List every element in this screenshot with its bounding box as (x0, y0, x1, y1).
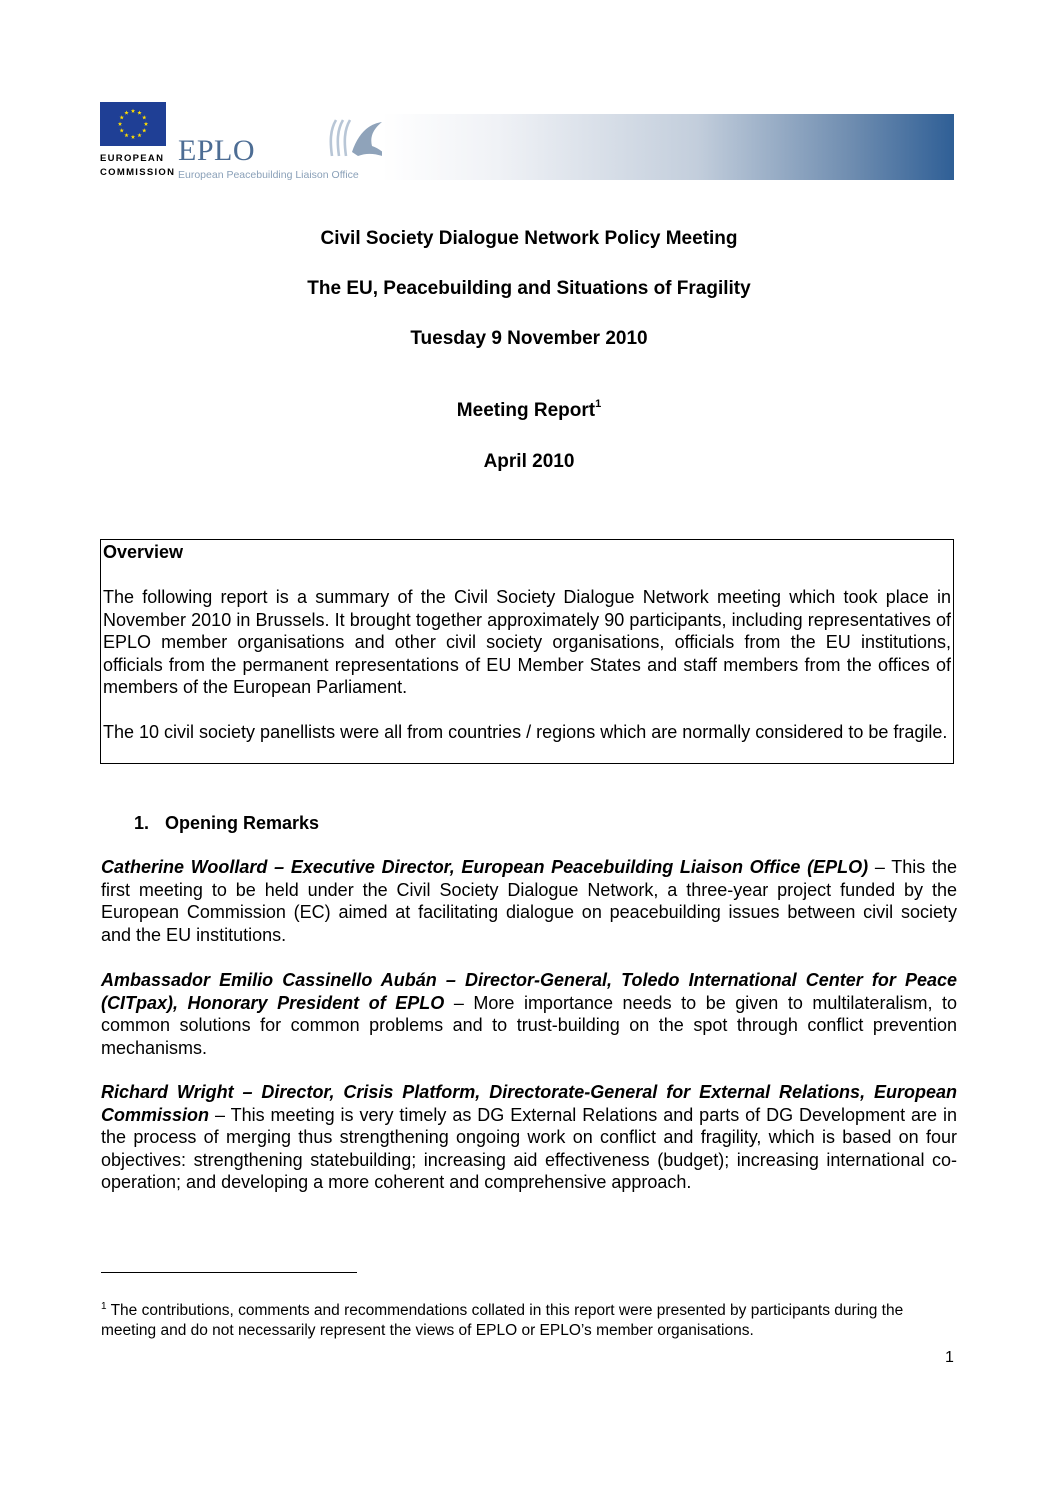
eu-star-icon (124, 110, 128, 114)
remark-text: – This the first meeting to be held under the Civil Society Dialogue Network, a three-year project funded by the European Commission (EC) aimed at facilitating dialogue on peacebuilding issues between civil society and the EU institutions. (101, 857, 957, 945)
report-footnote-ref: 1 (595, 397, 602, 410)
overview-heading: Overview (103, 542, 184, 562)
report-title (0, 399, 1058, 423)
meeting-theme: The EU, Peacebuilding and Situations of Fragility (307, 278, 751, 299)
remark-text: – More importance needs to be given to multilateralism, to common solutions for common problems and to trust-building on the spot through conflict prevention mechanisms. (101, 992, 958, 1058)
header-gradient-banner (382, 114, 954, 180)
speaker-name: Richard Wright – Director, Crisis Platform, Directorate-General for External Relations, European Commission (101, 1082, 957, 1125)
overview-paragraph-2: The 10 civil society panellists were all from countries / regions which are normally considered to be fragile. (103, 721, 948, 742)
meeting-date: Tuesday 9 November 2010 (410, 328, 648, 349)
overview-paragraph-1: The following report is a summary of the Civil Society Dialogue Network meeting which took place in November 2010 in Brussels. It brought together approximately 90 participants, including representatives of EPLO member organisations and other civil society organisations, officials from the EU institutions, officials from the permanent representations of EU Member States and staff members from the offices of members of the European Parliament. (103, 587, 951, 698)
eplo-logo-subtitle: European Peacebuilding Liaison Office (178, 169, 359, 181)
remark-text: – This meeting is very timely as DG External Relations and parts of DG Development are in the process of merging thus strengthening ongoing work on conflict and fragility, which is based on four objectives: strengthening statebuilding; increasing aid effectiveness (budget); increasing international co-operation; and developing a more coherent and comprehensive approach. (101, 1104, 957, 1193)
eplo-logo (178, 112, 378, 184)
eu-star-icon (120, 115, 124, 119)
eplo-dove-icon (260, 112, 392, 168)
eu-flag-logo (100, 102, 166, 146)
eu-star-icon (137, 133, 141, 137)
meeting-title: Civil Society Dialogue Network Policy Meeting (320, 228, 738, 249)
remark-paragraph-3 (101, 1081, 957, 1194)
eu-star-icon (124, 133, 128, 137)
eu-star-icon (118, 122, 122, 126)
eu-star-icon (142, 128, 146, 132)
footnote-marker: 1 (101, 1300, 107, 1312)
remark-paragraph-1 (101, 856, 957, 946)
eu-star-icon (131, 109, 135, 113)
eu-star-icon (131, 135, 135, 139)
section-heading (134, 812, 319, 834)
eu-star-icon (137, 110, 141, 114)
eu-star-icon (142, 115, 146, 119)
overview-box (100, 539, 954, 764)
report-date: April 2010 (483, 451, 575, 472)
section-title: Opening Remarks (165, 813, 320, 833)
report-title-text: Meeting Report (456, 400, 596, 421)
footnote (101, 1301, 961, 1341)
eplo-logo-name: EPLO (178, 134, 255, 167)
eu-logo-text-line-2: COMMISSION (100, 167, 176, 178)
section-number: 1. (134, 813, 150, 833)
eu-logo-text-line-1: EUROPEAN (100, 153, 165, 164)
footnote-separator (101, 1272, 357, 1273)
speaker-name: Ambassador Emilio Cassinello Aubán – Director-General, Toledo International Center for Peace (CITpax), Honorary President of EPLO (101, 970, 957, 1013)
speaker-name: Catherine Woollard – Executive Director, European Peacebuilding Liaison Office (EPLO) (101, 857, 869, 877)
eu-star-icon (120, 128, 124, 132)
footnote-text: The contributions, comments and recommendations collated in this report were presented by participants during the meeting and do not necessarily represent the views of EPLO or EPLO’s member organisations. (101, 1302, 904, 1339)
eu-logo-text (100, 152, 175, 180)
page-header (100, 98, 954, 184)
page-number: 1 (945, 1349, 954, 1366)
remark-paragraph-2 (101, 969, 957, 1059)
eu-star-icon (144, 122, 148, 126)
